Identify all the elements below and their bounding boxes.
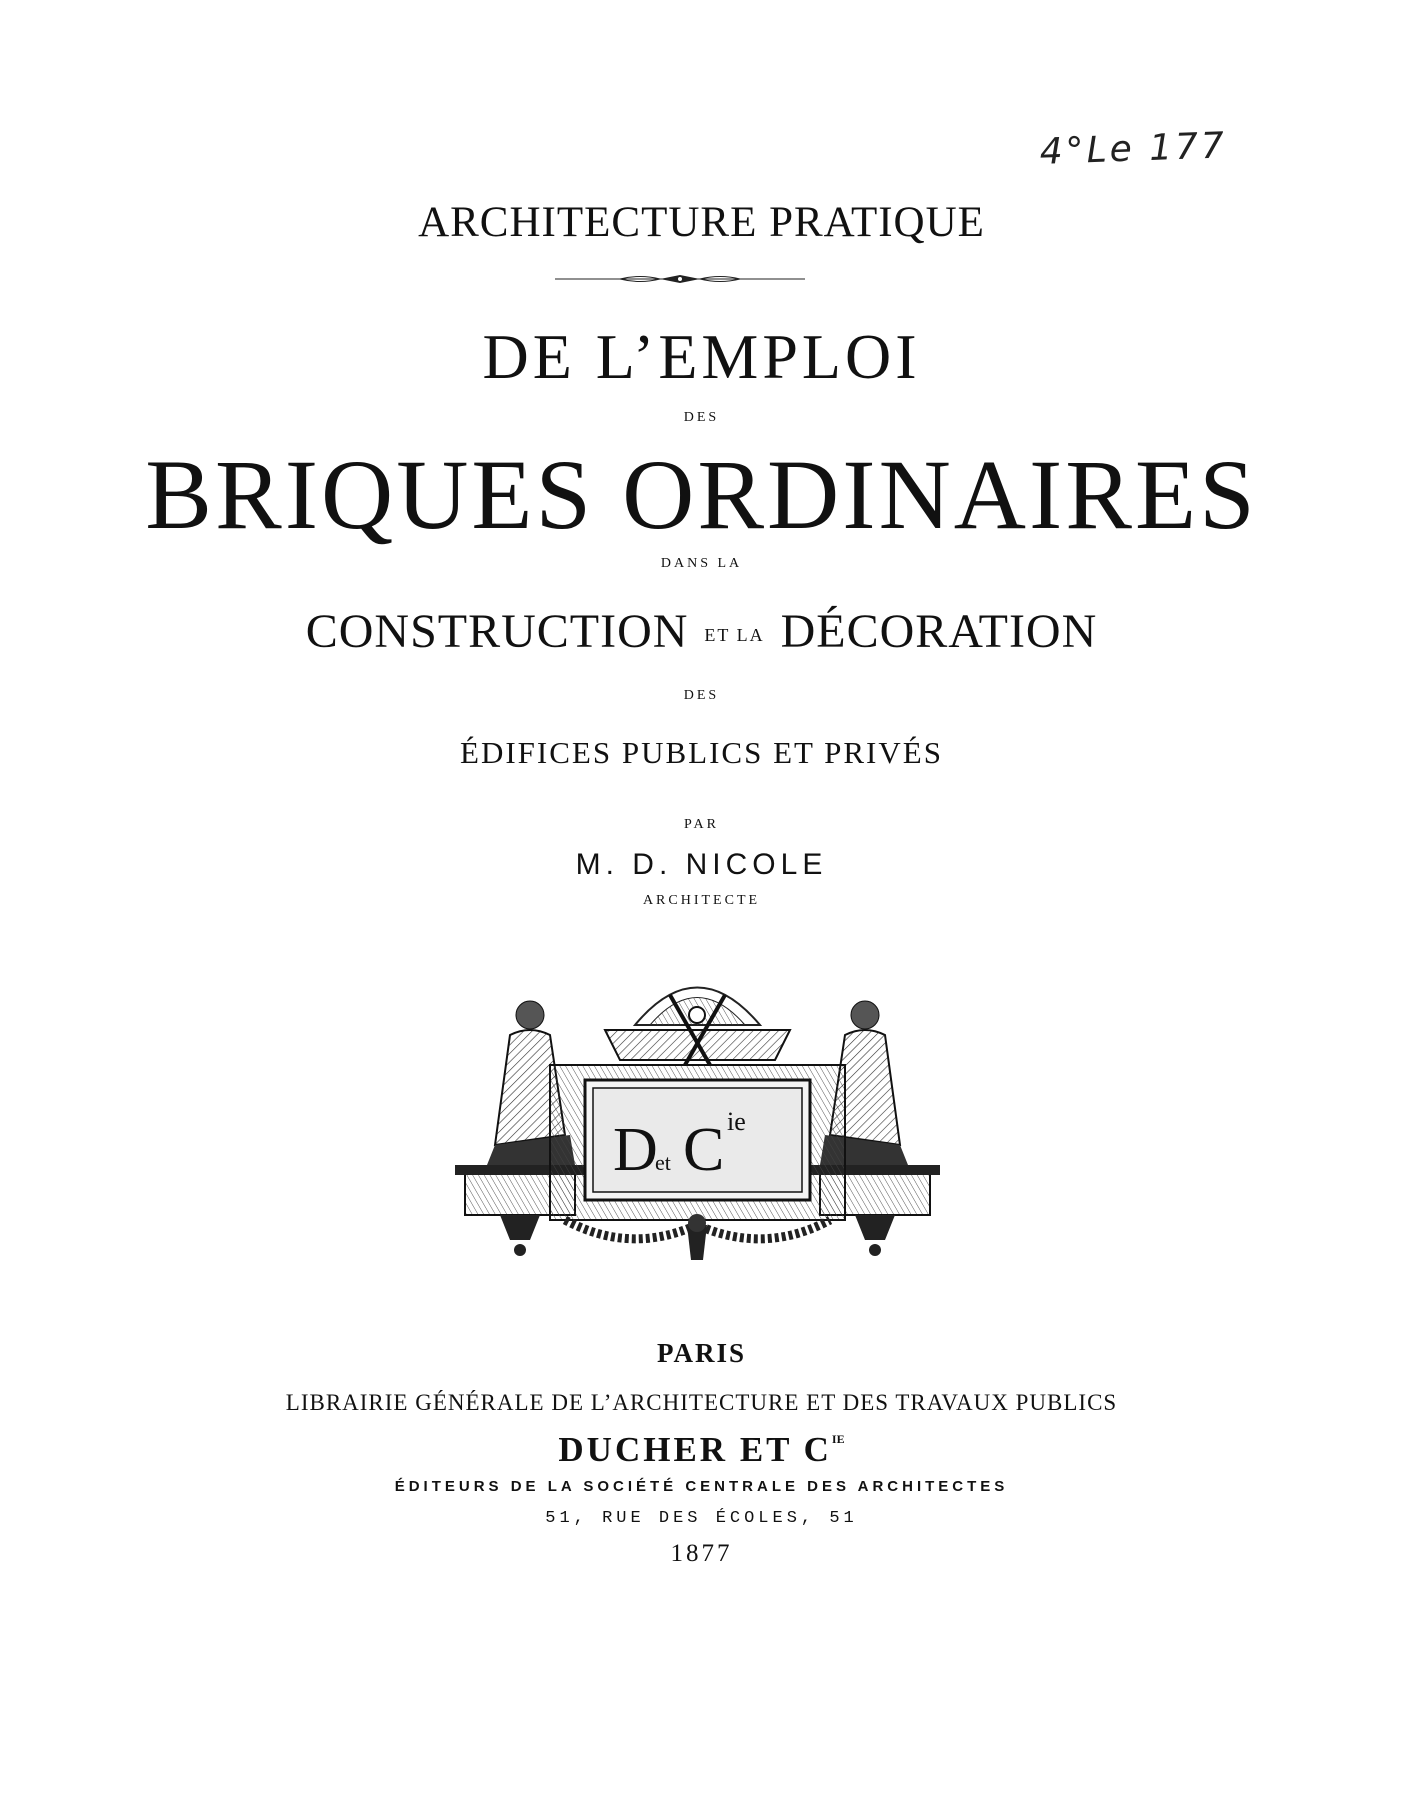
title-line-1: DE L’EMPLOI (482, 321, 921, 392)
title-connector-des: DES (683, 410, 720, 425)
title-construction: CONSTRUCTION (305, 605, 689, 658)
author-name: M. D. NICOLE (575, 848, 828, 881)
imprint-year: 1877 (670, 1540, 733, 1567)
title-line-4: ÉDIFICES PUBLICS ET PRIVÉS (460, 735, 943, 770)
title-connector-et-la: ET LA (704, 625, 765, 645)
imprint-publisher (0, 1430, 1403, 1470)
monogram-ie: ie (727, 1107, 746, 1136)
monogram-d: D (613, 1116, 658, 1184)
title-decoration: DÉCORATION (780, 605, 1098, 658)
monogram-et: et (655, 1150, 671, 1175)
publisher-superscript: IE (831, 1432, 845, 1446)
imprint-library: LIBRAIRIE GÉNÉRALE DE L’ARCHITECTURE ET DES TRAVAUX PUBLICS (285, 1390, 1118, 1415)
imprint-address: 51, RUE DES ÉCOLES, 51 (545, 1509, 858, 1528)
title-connector-dans-la: DANS LA (660, 556, 743, 571)
publisher-name: DUCHER ET C (558, 1430, 832, 1469)
imprint-city: PARIS (656, 1338, 746, 1368)
ornamental-rule (555, 272, 805, 286)
title-connector-des-2: DES (683, 688, 720, 703)
imprint-editors: ÉDITEURS DE LA SOCIÉTÉ CENTRALE DES ARCHITECTES (394, 1478, 1009, 1495)
title-line-3 (0, 604, 1403, 659)
publisher-emblem (455, 955, 940, 1265)
byline-par: PAR (684, 817, 719, 832)
series-title: ARCHITECTURE PRATIQUE (418, 199, 985, 246)
author-profession: ARCHITECTE (642, 893, 761, 908)
shelfmark-handwritten: 4°Le 177 (1039, 125, 1228, 173)
title-line-2: BRIQUES ORDINAIRES (145, 439, 1258, 550)
monogram-c: C (683, 1116, 725, 1184)
